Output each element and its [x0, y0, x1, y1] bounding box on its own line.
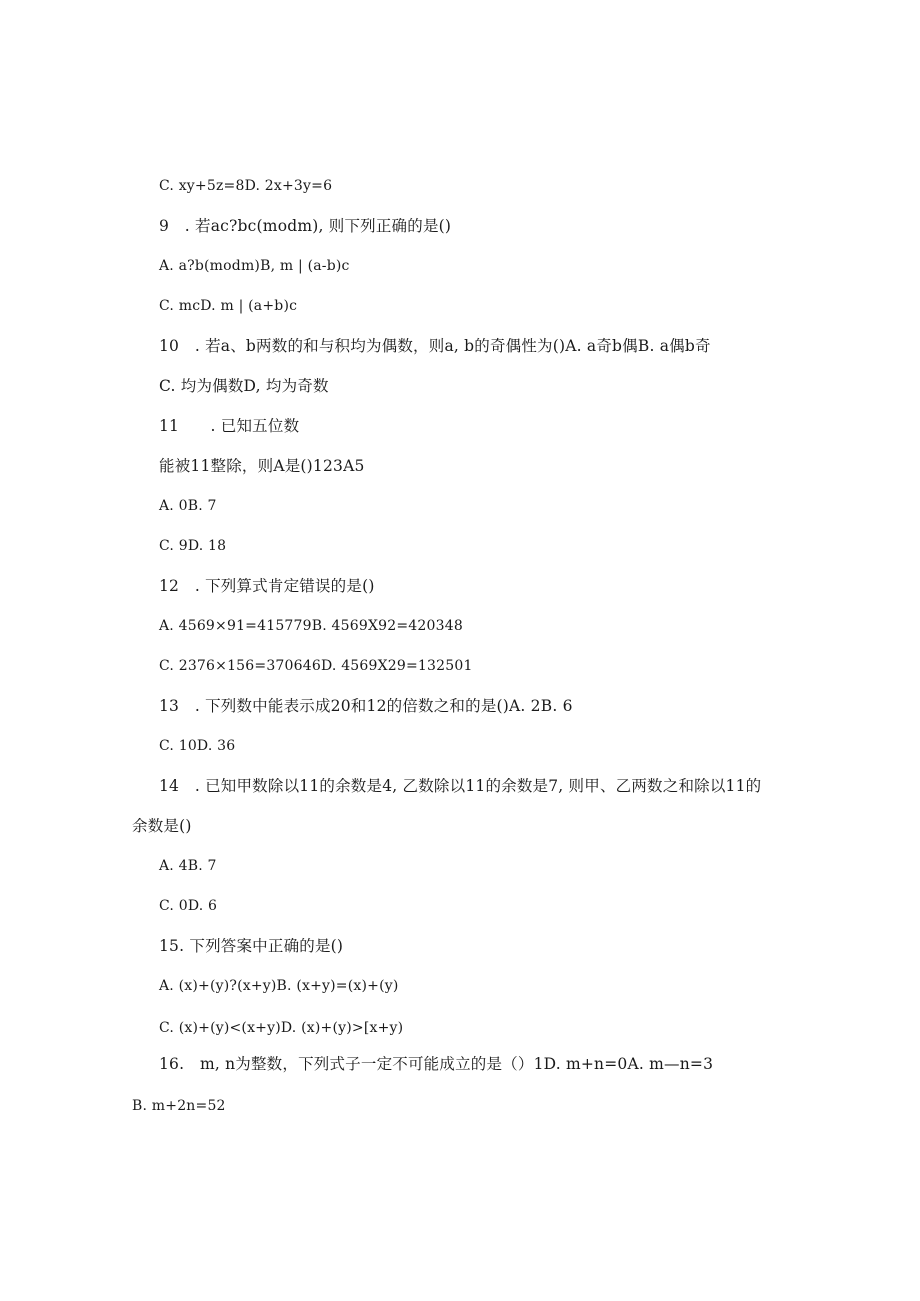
question-11-options-ab: A. 0B. 7 — [159, 498, 217, 514]
question-14-options-ab: A. 4B. 7 — [159, 858, 217, 874]
question-16: 16. m, n为整数，下列式子一定不可能成立的是（）1D. m+n=0A. m—n=3 — [159, 1055, 714, 1073]
question-9: 9 . 若ac?bc(modm), 则下列正确的是() — [159, 217, 452, 235]
question-11-continued: 能被11整除，则A是()123A5 — [159, 457, 365, 475]
question-14-continued: 余数是() — [132, 817, 192, 835]
question-9-options-ab: A. a?b(modm)B, m | (a-b)c — [159, 258, 350, 274]
question-12: 12 . 下列算式肯定错误的是() — [159, 577, 375, 595]
question-9-options-cd: C. mcD. m | (a+b)c — [159, 298, 298, 314]
question-15-options-ab: A. (x)+(y)?(x+y)B. (x+y)=(x)+(y) — [159, 978, 399, 994]
question-15-options-cd: C. (x)+(y)<(x+y)D. (x)+(y)>[x+y) — [159, 1020, 404, 1036]
line-8-options-cd: C. xy+5z=8D. 2x+3y=6 — [159, 178, 333, 194]
question-11-options-cd: C. 9D. 18 — [159, 538, 227, 554]
question-16-continued: B. m+2n=52 — [132, 1098, 226, 1114]
question-15: 15. 下列答案中正确的是() — [159, 937, 344, 955]
question-14: 14 . 已知甲数除以11的余数是4, 乙数除以11的余数是7, 则甲、乙两数之和除以11的 — [159, 777, 762, 795]
question-11: 11 . 已知五位数 — [159, 417, 300, 435]
question-10: 10 . 若a、b两数的和与积均为偶数，则a, b的奇偶性为()A. a奇b偶B. a偶b奇 — [159, 337, 711, 355]
question-13-options-cd: C. 10D. 36 — [159, 738, 236, 754]
question-13: 13 . 下列数中能表示成20和12的倍数之和的是()A. 2B. 6 — [159, 697, 573, 715]
question-12-options-cd: C. 2376×156=370646D. 4569X29=132501 — [159, 658, 473, 674]
question-12-options-ab: A. 4569×91=415779B. 4569X92=420348 — [159, 618, 463, 634]
question-14-options-cd: C. 0D. 6 — [159, 898, 218, 914]
question-10-options-cd: C. 均为偶数D, 均为奇数 — [159, 377, 329, 395]
